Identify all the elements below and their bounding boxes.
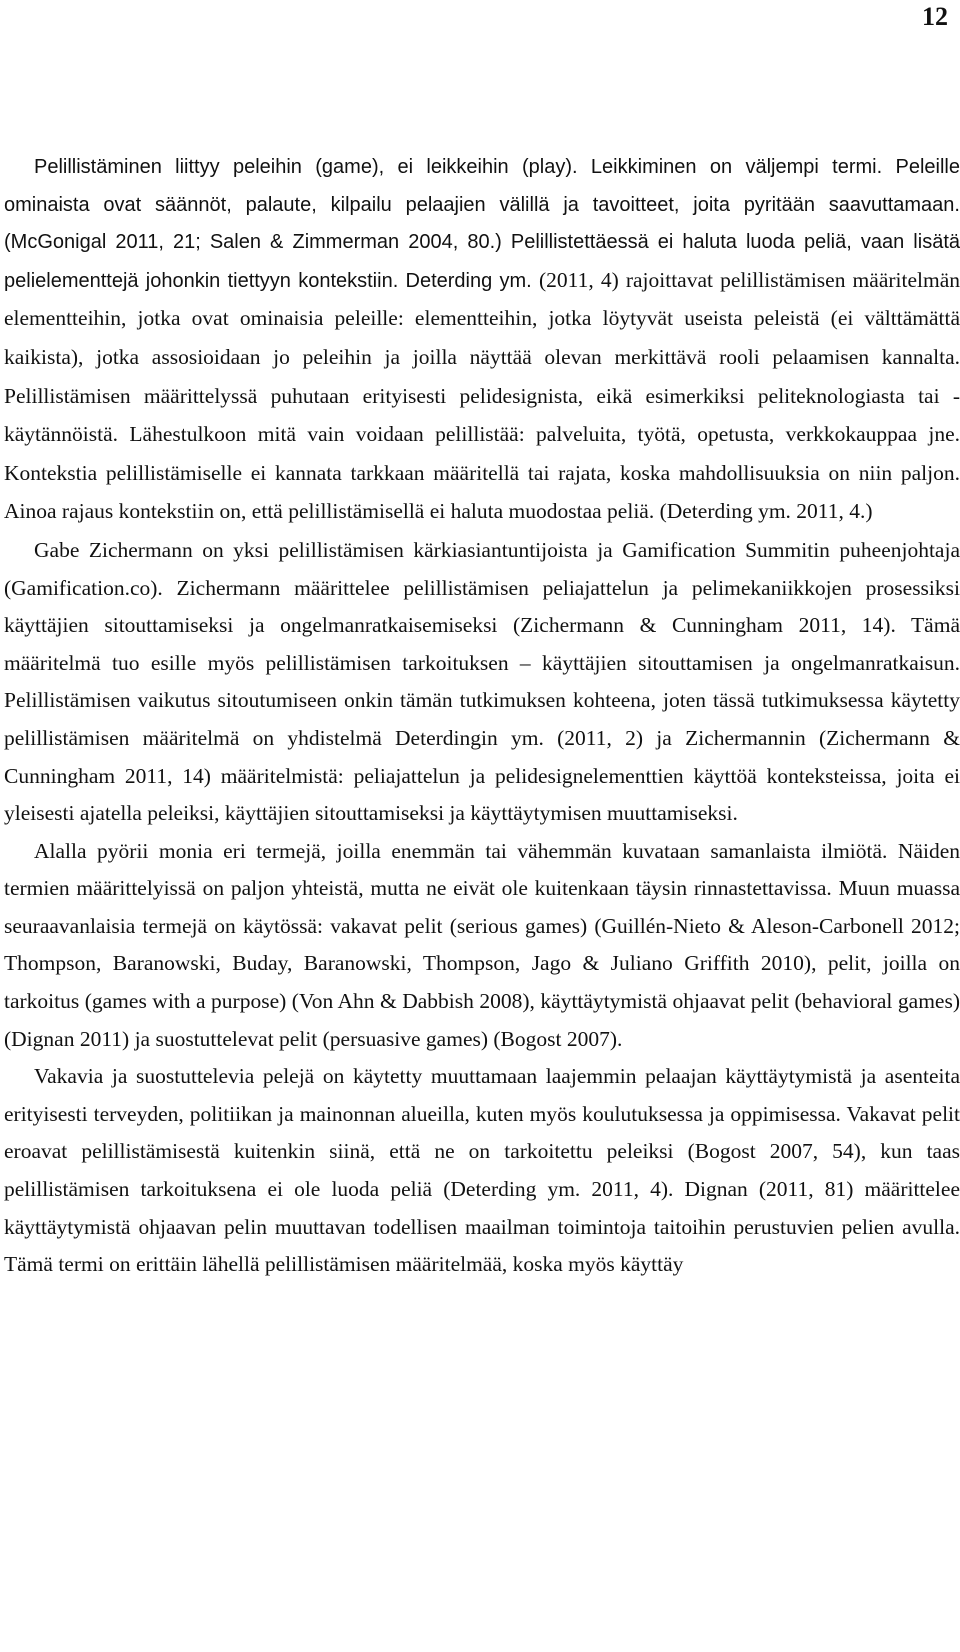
paragraph-2: Gabe Zichermann on yksi pelillistämisen kärkiasiantuntijoista ja Gamification Summitin puheenjohtaja (Gamification.co). Zichermann määrittelee pelillistämisen peliajattelun ja pelimekaniikkojen prosessiksi käyttäjien sitouttamiseksi ja ongelmanratkaisemiseksi (Zichermann & Cunningham 2011, 14). Tämä määritelmä tuo esille myös pelillistämisen tarkoituksen – käyttäjien sitouttamisen ja ongelmanratkaisun. Pelillistämisen vaikutus sitoutumiseen onkin tämän tutkimuksen kohteena, joten tässä tutkimuksessa käytetty pelillistämisen määritelmä on yhdistelmä Deterdingin ym. (2011, 2) ja Zichermannin (Zichermann & Cunningham 2011, 14) määritelmistä: peliajattelun ja pelidesignelementtien käyttöä konteksteissa, joita ei yleisesti ajatella peleiksi, käyttäjien sitouttamiseksi ja käyttäytymisen muuttamiseksi. (4, 537, 960, 826)
paragraph-1-sans-text: Pelillistäminen liittyy peleihin (game), ei leikkeihin (play). Leikkiminen on väljempi termi. Peleille ominaista ovat säännöt, palaute, kilpailu pelaajien välillä ja tavoitteet, joita pyritään saavuttamaan. (McGonigal 2011, 21; Salen & Zimmerman 2004, 80.) Pelillistettäessä ei haluta luoda peliä, vaan lisätä pelielementtejä johonkin tiettyyn kontekstiin. Deterding ym. (4, 156, 960, 292)
paragraph-1 (4, 149, 960, 532)
body-text (4, 149, 960, 1284)
paragraph-3: Alalla pyörii monia eri termejä, joilla enemmän tai vähemmän kuvataan samanlaista ilmiötä. Näiden termien määrittelyissä on paljon yhteistä, mutta ne eivät ole kuitenkaan täysin rinnastettavissa. Muun muassa seuraavanlaisia termejä on käytössä: vakavat pelit (serious games) (Guillén-Nieto & Aleson-Carbonell 2012; Thompson, Baranowski, Buday, Baranowski, Thompson, Jago & Juliano Griffith 2010), pelit, joilla on tarkoitus (games with a purpose) (Von Ahn & Dabbish 2008), käyttäytymistä ohjaavat pelit (behavioral games) (Dignan 2011) ja suostuttelevat pelit (persuasive games) (Bogost 2007). (4, 838, 960, 1051)
paragraph-1-serif-text: (2011, 4) rajoittavat pelillistämisen määritelmän elementteihin, jotka ovat ominaisia peleille: elementteihin, jotka löytyvät useista peleistä (ei välttämättä kaikista), jotka assosioidaan jo peleihin ja joilla näyttää olevan merkittävä rooli pelaamisen kannalta. Pelillistämisen määrittelyssä puhutaan erityisesti pelidesignista, eikä esimerkiksi peliteknologiasta tai -käytännöistä. Lähestulkoon mitä vain voidaan pelillistää: palveluita, työtä, opetusta, verkkokauppaa jne. Kontekstia pelillistämiselle ei kannata tarkkaan määritellä tai rajata, koska mahdollisuuksia on niin paljon. Ainoa rajaus kontekstiin on, että pelillistämisellä ei haluta muodostaa peliä. (Deterding ym. 2011, 4.) (4, 267, 960, 524)
paragraph-4: Vakavia ja suostuttelevia pelejä on käytetty muuttamaan laajemmin pelaajan käyttäytymistä ja asenteita erityisesti terveyden, politiikan ja mainonnan alueilla, kuten myös koulutuksessa ja oppimisessa. Vakavat pelit eroavat pelillistämisestä kuitenkin siinä, että ne on tarkoitettu peleiksi (Bogost 2007, 54), kun taas pelillistämisen tarkoituksena ei ole luoda peliä (Deterding ym. 2011, 4). Dignan (2011, 81) määrittelee käyttäytymistä ohjaavan pelin muuttavan todellisen maailman toimintoja taitoihin perustuvien pelien avulla. Tämä termi on erittäin lähellä pelillistämisen määritelmää, koska myös käyttäy (4, 1064, 960, 1277)
page-number: 12 (922, 2, 948, 31)
